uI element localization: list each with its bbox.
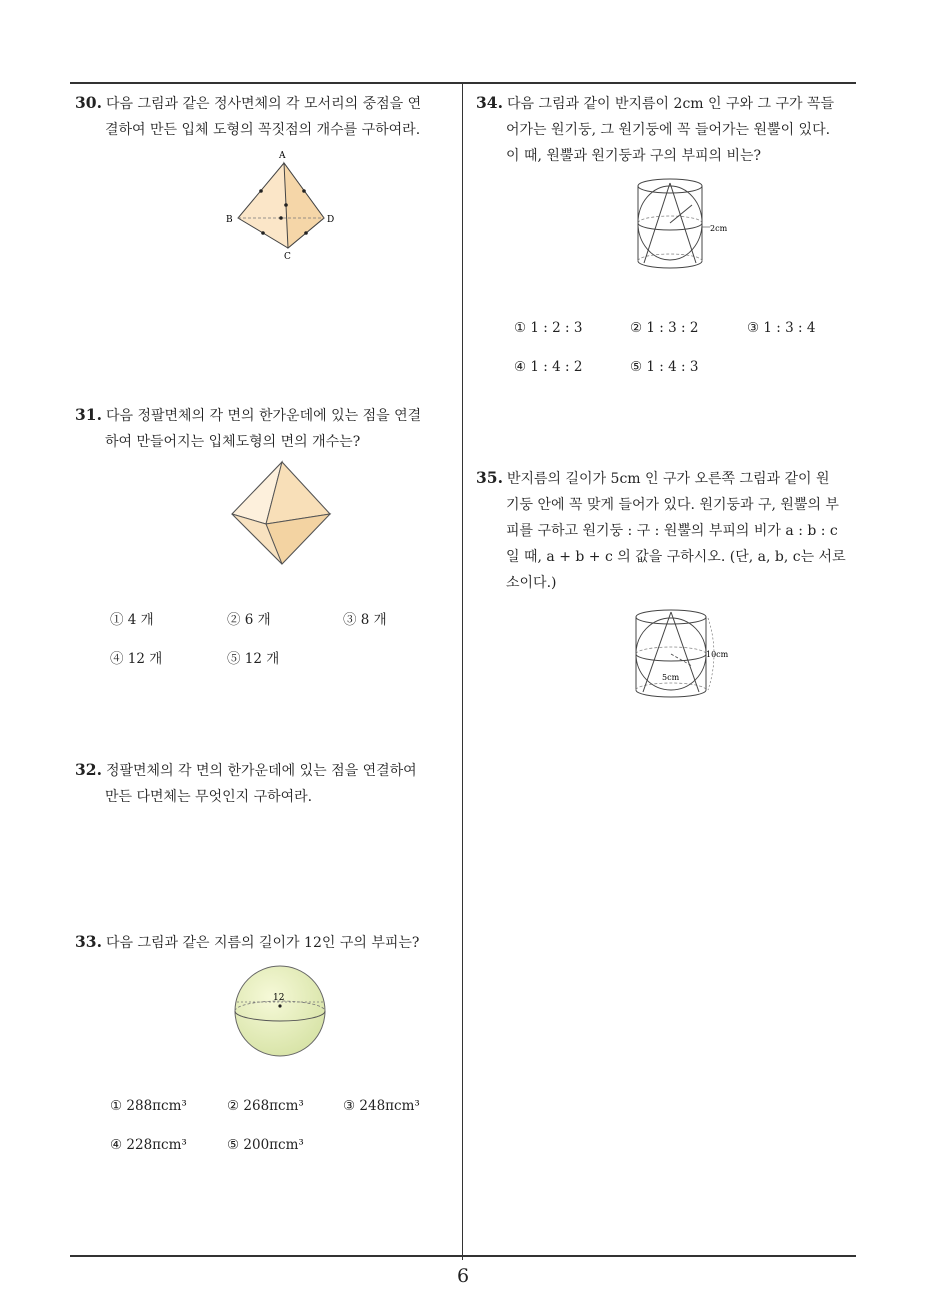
choice-4[interactable]: ④ 1 : 4 : 2 — [514, 359, 583, 375]
choice-5[interactable]: ⑤ 200πcm³ — [227, 1137, 304, 1153]
question-number: 33. — [75, 932, 102, 951]
question-text-line: 일 때, a + b + c 의 값을 구하시오. (단, a, b, c는 서로 — [506, 549, 846, 565]
vertex-label-d: D — [327, 215, 335, 225]
choice-3[interactable]: ③ 248πcm³ — [343, 1098, 420, 1114]
sphere-figure — [230, 962, 330, 1060]
choice-1[interactable]: ① 288πcm³ — [110, 1098, 187, 1114]
question-number: 30. — [75, 93, 102, 112]
question-31 — [75, 402, 460, 455]
choice-2[interactable]: ② 1 : 3 : 2 — [630, 320, 699, 336]
choice-2[interactable]: ② 6 개 — [227, 612, 271, 628]
question-text-line: 정팔면체의 각 면의 한가운데에 있는 점을 연결하여 — [105, 763, 417, 779]
choice-4[interactable]: ④ 228πcm³ — [110, 1137, 187, 1153]
question-number: 32. — [75, 760, 102, 779]
cylinder-sphere-cone-figure — [630, 175, 740, 275]
question-32 — [75, 757, 460, 810]
question-text-line: 기둥 안에 꼭 맞게 들어가 있다. 원기둥과 구, 원뿔의 부 — [506, 497, 839, 513]
question-text-line: 반지름의 길이가 5cm 인 구가 오른쪽 그림과 같이 원 — [506, 471, 830, 487]
choice-3[interactable]: ③ 8 개 — [343, 612, 387, 628]
question-text-line: 다음 정팔면체의 각 면의 한가운데에 있는 점을 연결 — [105, 408, 422, 424]
question-text-line: 결하여 만든 입체 도형의 꼭짓점의 개수를 구하여라. — [105, 122, 421, 138]
choice-4[interactable]: ④ 12 개 — [110, 651, 163, 667]
column-divider — [462, 82, 463, 1260]
vertex-label-c: C — [284, 252, 291, 262]
tetrahedron-figure — [220, 145, 340, 265]
question-text-line: 이 때, 원뿔과 원기둥과 구의 부피의 비는? — [506, 148, 762, 164]
choice-2[interactable]: ② 268πcm³ — [227, 1098, 304, 1114]
question-text-line: 어가는 원기둥, 그 원기둥에 꼭 들어가는 원뿔이 있다. — [506, 122, 831, 138]
question-text-line: 다음 그림과 같은 지름의 길이가 12인 구의 부피는? — [105, 935, 420, 951]
radius-label: 2cm — [710, 224, 728, 233]
question-33 — [75, 929, 460, 956]
vertex-label-b: B — [226, 215, 233, 225]
question-number: 35. — [476, 468, 503, 487]
question-text-line: 소이다.) — [506, 575, 557, 591]
question-number: 34. — [476, 93, 503, 112]
choice-1[interactable]: ① 1 : 2 : 3 — [514, 320, 583, 336]
question-30 — [75, 90, 460, 143]
question-number: 31. — [75, 405, 102, 424]
height-label: 10cm — [706, 650, 729, 659]
question-34 — [476, 90, 861, 169]
vertex-label-a: A — [279, 151, 286, 161]
choice-1[interactable]: ① 4 개 — [110, 612, 154, 628]
bottom-rule — [70, 1255, 856, 1257]
choice-5[interactable]: ⑤ 1 : 4 : 3 — [630, 359, 699, 375]
question-text-line: 피를 구하고 원기둥 : 구 : 원뿔의 부피의 비가 a : b : c — [506, 523, 838, 539]
octahedron-figure — [226, 458, 336, 568]
diameter-label: 12 — [273, 993, 285, 1003]
question-text-line: 하여 만들어지는 입체도형의 면의 개수는? — [105, 434, 361, 450]
page-number: 6 — [456, 1265, 470, 1287]
question-text-line: 다음 그림과 같은 정사면체의 각 모서리의 중점을 연 — [105, 96, 422, 112]
question-text-line: 다음 그림과 같이 반지름이 2cm 인 구와 그 구가 꼭들 — [506, 96, 834, 112]
choice-3[interactable]: ③ 1 : 3 : 4 — [747, 320, 816, 336]
question-35 — [476, 465, 866, 596]
radius-label: 5cm — [662, 673, 680, 682]
question-text-line: 만든 다면체는 무엇인지 구하여라. — [105, 789, 313, 805]
cylinder-sphere-cone-figure-2 — [628, 606, 738, 702]
choice-5[interactable]: ⑤ 12 개 — [227, 651, 280, 667]
